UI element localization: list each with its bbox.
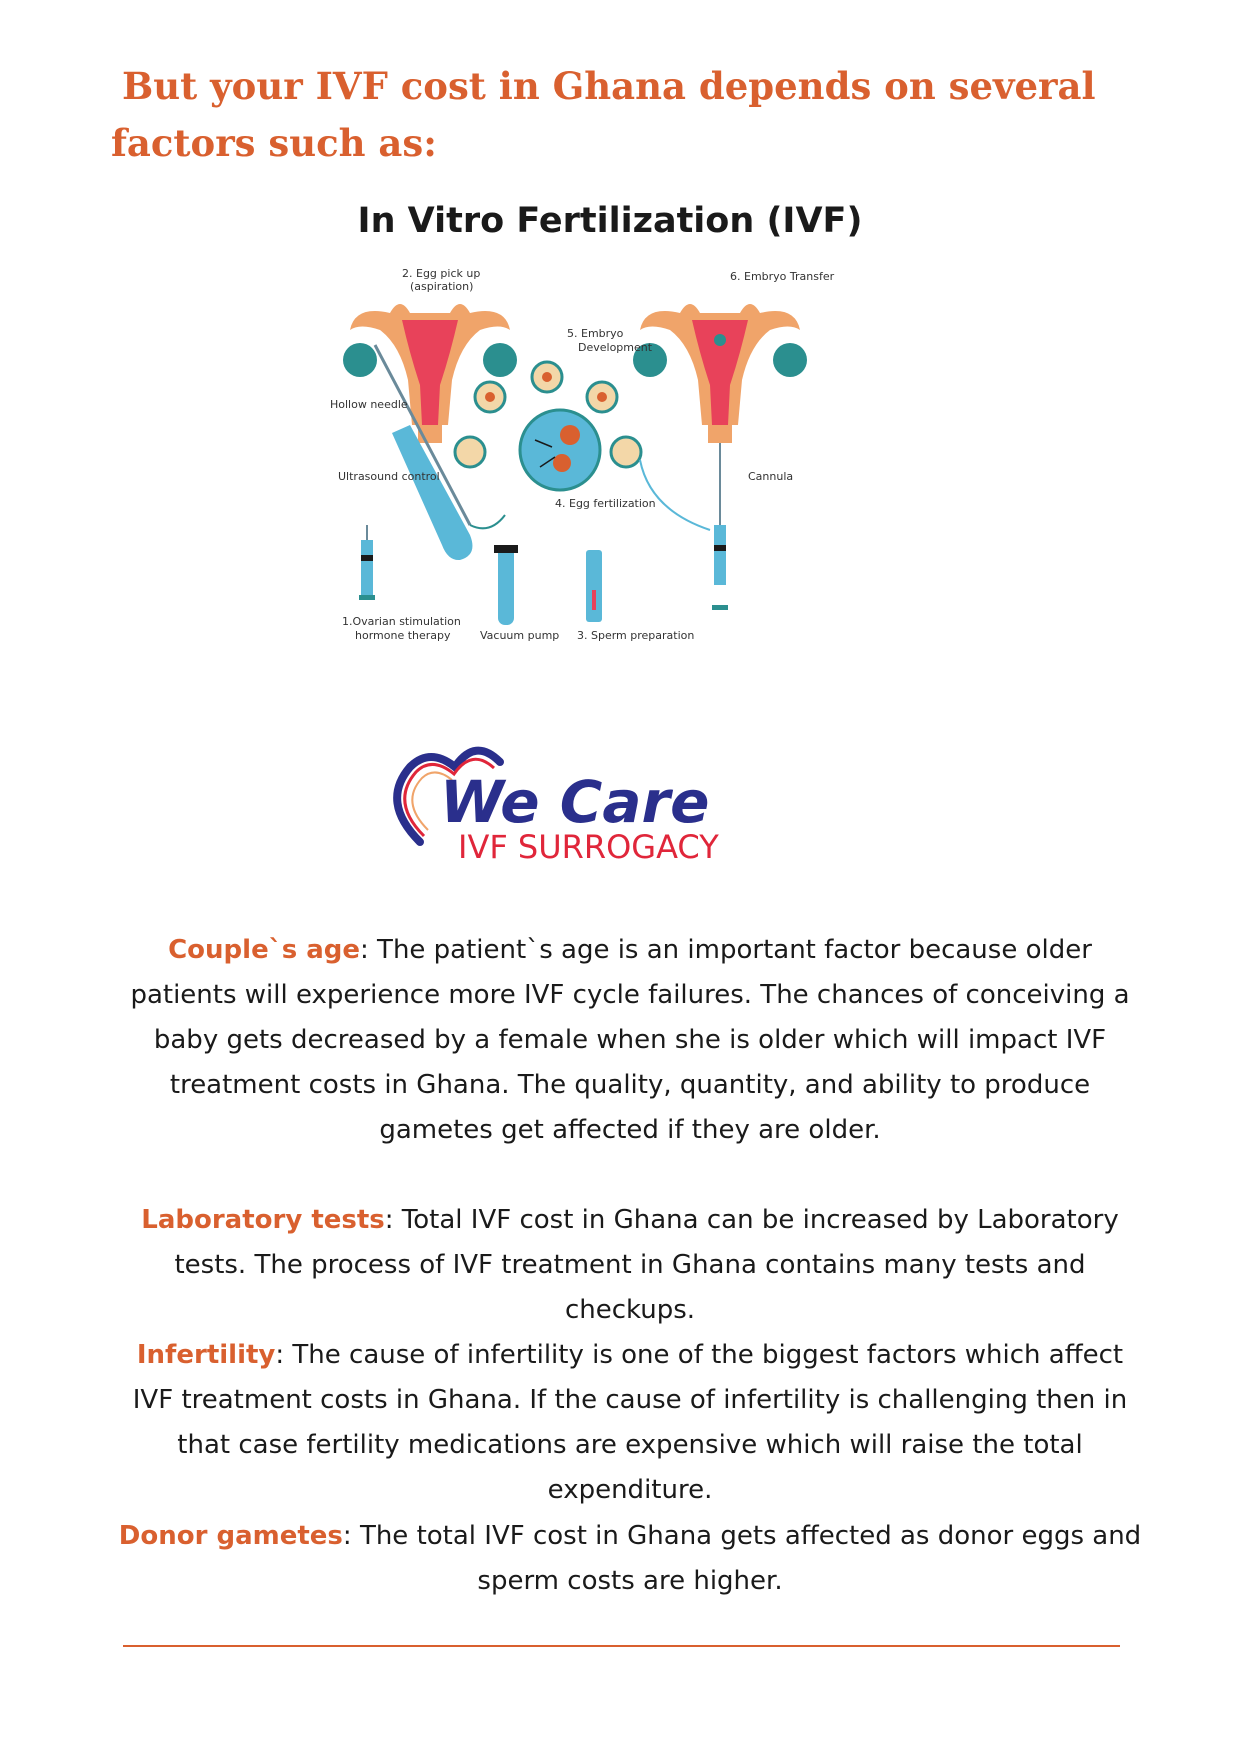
label-embryo-dev-2: Development: [578, 341, 653, 354]
page-heading: [111, 58, 1122, 172]
logo-tagline: IVF SURROGACY: [458, 828, 719, 866]
label-ultrasound: Ultrasound control: [338, 470, 440, 483]
factor-text: : The total IVF cost in Ghana gets affected as donor eggs and sperm costs are higher.: [342, 1521, 1142, 1596]
logo-name: We Care: [440, 768, 710, 836]
factor-text: : The patient`s age is an important factor because older patients will experience more IVF cycle failures. The chances of conceiving a baby gets decreased by a female when she is older which will impact IVF treatment costs in Ghana. The quality, quantity, and ability to produce gametes get affected if they are older.: [130, 935, 1130, 1145]
footer-divider: [123, 1645, 1120, 1647]
label-sperm-prep: 3. Sperm preparation: [577, 629, 695, 642]
label-ovarian-1: 1.Ovarian stimulation: [342, 615, 461, 628]
factor-laboratory-tests: [115, 1198, 1145, 1333]
syringe-left-icon: [359, 525, 375, 600]
embryo-cells-icon: [455, 362, 641, 490]
label-egg-pickup-2: (aspiration): [410, 280, 474, 293]
label-ovarian-2: hormone therapy: [355, 629, 451, 642]
label-vacuum: Vacuum pump: [480, 629, 560, 642]
factor-couples-age: [115, 928, 1145, 1153]
factor-text: : Total IVF cost in Ghana can be increased by Laboratory tests. The process of IVF treatment in Ghana contains many tests and checkups.: [174, 1205, 1119, 1325]
factor-term: Laboratory tests: [141, 1205, 385, 1235]
factor-donor-gametes: [115, 1514, 1145, 1604]
label-embryo-dev-1: 5. Embryo: [567, 327, 624, 340]
syringe-right-icon: [712, 443, 728, 610]
uterus-right-icon: [633, 304, 807, 443]
label-egg-pickup-1: 2. Egg pick up: [402, 267, 481, 280]
factor-term: Donor gametes: [118, 1521, 343, 1551]
factor-text: : The cause of infertility is one of the biggest factors which affect IVF treatment costs in Ghana. If the cause of infertility is challenging then in that case fertility medications are expensive which will raise the total expenditure.: [132, 1340, 1128, 1505]
vacuum-tube-icon: [494, 545, 518, 625]
uterus-left-icon: [343, 304, 517, 443]
label-hollow-needle: Hollow needle: [330, 398, 408, 411]
factor-term: Couple`s age: [168, 935, 361, 965]
we-care-logo: [380, 722, 780, 872]
label-egg-fertilization: 4. Egg fertilization: [555, 497, 656, 510]
label-embryo-transfer: 6. Embryo Transfer: [730, 270, 835, 283]
label-cannula: Cannula: [748, 470, 794, 483]
sperm-tube-icon: [586, 550, 602, 622]
ivf-diagram: [330, 195, 890, 725]
factor-term: Infertility: [136, 1340, 276, 1370]
diagram-title: In Vitro Fertilization (IVF): [357, 201, 863, 241]
factor-infertility: [115, 1333, 1145, 1513]
heading-line-1: But your IVF cost in Ghana depends on several: [122, 64, 1096, 108]
heading-line-2: factors such as:: [111, 121, 437, 165]
